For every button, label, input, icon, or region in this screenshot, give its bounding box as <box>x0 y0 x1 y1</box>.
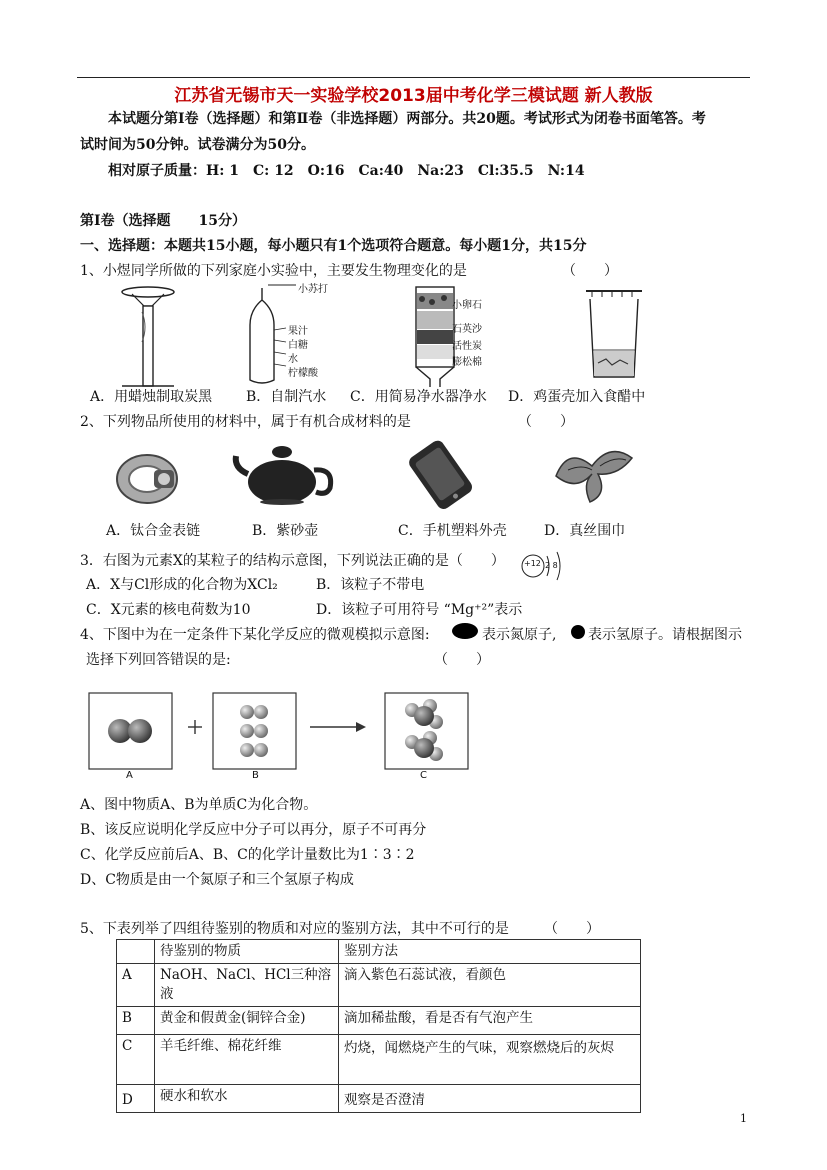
page-number: 1 <box>740 1112 747 1125</box>
beaker-eggshell-figure <box>584 285 644 385</box>
filter-label-4: 膨松棉 <box>452 357 482 368</box>
q4-stem-line-2: 选择下列回答错误的是: <box>86 652 231 668</box>
q3-option-b: B．该粒子不带电 <box>316 577 425 593</box>
q1-option-a: A．用蜡烛制取炭黑 <box>90 389 213 405</box>
q5-stem: 5、下表列举了四组待鉴别的物质和对应的鉴别方法，其中不可行的是 <box>80 921 509 937</box>
q5-bracket: （ ） <box>544 921 600 937</box>
candle-figure <box>112 282 182 392</box>
q1-option-d: D．鸡蛋壳加入食醋中 <box>508 389 646 405</box>
page-title: 江苏省无锡市天一实验学校2013届中考化学三模试题 新人教版 <box>174 86 653 106</box>
q2-option-b: B．紫砂壶 <box>252 523 319 539</box>
silk-scarf-figure <box>548 436 638 506</box>
table-row <box>117 1007 641 1035</box>
atom-shell-label: 2 8 <box>545 561 558 570</box>
table-row <box>117 964 641 1007</box>
q1-stem: 1、小煜同学所做的下列家庭小实验中，主要发生物理变化的是 <box>80 263 467 279</box>
teapot-figure <box>230 440 340 506</box>
table-row <box>117 1085 641 1113</box>
bottle-label-4: 柠檬酸 <box>288 368 318 379</box>
q2-bracket: （ ） <box>518 414 574 430</box>
identification-table <box>116 939 641 1113</box>
filter-label-2: 石英沙 <box>452 324 482 335</box>
filter-label-3: 活性炭 <box>452 341 482 352</box>
box-label-b: B <box>252 770 259 781</box>
q4-option-d: D、C物质是由一个氮原子和三个氢原子构成 <box>80 872 354 888</box>
table-cell: B <box>117 1007 155 1035</box>
q1-option-c: C．用简易净水器净水 <box>350 389 487 405</box>
table-cell: 滴入紫色石蕊试液，看颜色 <box>339 964 641 1007</box>
atom-nucleus-label: +12 <box>524 559 541 568</box>
q2-option-a: A．钛合金表链 <box>106 523 201 539</box>
table-header-cell: 待鉴别的物质 <box>155 940 339 964</box>
q2-stem: 2、下列物品所使用的材料中，属于有机合成材料的是 <box>80 414 411 430</box>
table-cell: NaOH、NaCl、HCl三种溶液 <box>155 964 339 1007</box>
table-cell: 羊毛纤维、棉花纤维 <box>155 1035 339 1085</box>
q4-stem-part-2: 表示氮原子, <box>482 627 557 643</box>
q2-option-d: D．真丝围巾 <box>544 523 626 539</box>
q1-bracket: （ ） <box>562 263 618 279</box>
table-header-cell: 鉴别方法 <box>339 940 641 964</box>
table-cell: C <box>117 1035 155 1085</box>
bottle-label-1: 果汁 <box>288 326 308 337</box>
table-header-row <box>117 940 641 964</box>
table-cell: 观察是否澄清 <box>339 1085 641 1113</box>
q3-option-c: C．X元素的核电荷数为10 <box>86 602 251 618</box>
q1-option-b: B．自制汽水 <box>246 389 327 405</box>
q3-option-a: A．X与Cl形成的化合物为XCl₂ <box>86 577 278 593</box>
table-cell: 滴加稀盐酸，看是否有气泡产生 <box>339 1007 641 1035</box>
table-cell: A <box>117 964 155 1007</box>
nitrogen-atom-icon <box>450 622 480 640</box>
intro-line-2: 试时间为50分钟。试卷满分为50分。 <box>80 137 315 153</box>
q4-option-b: B、该反应说明化学反应中分子可以再分，原子不可再分 <box>80 822 427 838</box>
table-cell: 黄金和假黄金(铜锌合金) <box>155 1007 339 1035</box>
box-label-a: A <box>126 770 133 781</box>
phone-case-figure <box>400 438 480 510</box>
q3-option-d: D．该粒子可用符号 “Mg⁺²”表示 <box>316 602 523 618</box>
q4-stem-part-1: 4、下图中为在一定条件下某化学反应的微观模拟示意图: <box>80 627 430 643</box>
bottle-label-3: 水 <box>288 354 298 365</box>
table-cell: 硬水和软水 <box>155 1085 339 1113</box>
section-heading: 第Ⅰ卷（选择题 15分） <box>80 213 247 229</box>
table-header-cell <box>117 940 155 964</box>
q4-stem-part-3: 表示氢原子。请根据图示 <box>588 627 742 643</box>
q3-stem: 3．右图为元素X的某粒子的结构示意图，下列说法正确的是（ ） <box>80 553 505 569</box>
intro-line-1: 本试题分第Ⅰ卷（选择题）和第Ⅱ卷（非选择题）两部分。共20题。考试形式为闭卷书面笔答。考 <box>108 111 706 127</box>
table-cell: 灼烧，闻燃烧产生的气味，观察燃烧后的灰烬 <box>339 1035 641 1085</box>
atomic-mass-line: 相对原子质量：H: 1 C: 12 O:16 Ca:40 Na:23 Cl:35.5 N:14 <box>108 163 585 179</box>
section-instruction: 一、选择题：本题共15小题，每小题只有1个选项符合题意。每小题1分，共15分 <box>80 238 587 254</box>
bottle-label-top: 小苏打 <box>298 284 328 295</box>
header-rule <box>77 77 750 78</box>
q4-option-c: C、化学反应前后A、B、C的化学计量数比为1∶3∶2 <box>80 847 415 863</box>
q4-option-a: A、图中物质A、B为单质C为化合物。 <box>80 797 318 813</box>
hydrogen-atom-icon <box>570 624 586 640</box>
table-row <box>117 1035 641 1085</box>
table-cell: D <box>117 1085 155 1113</box>
q2-option-c: C．手机塑料外壳 <box>398 523 507 539</box>
watch-band-figure <box>112 448 182 510</box>
box-label-c: C <box>420 770 427 781</box>
filter-label-1: 小卵石 <box>452 300 482 311</box>
q4-bracket: （ ） <box>434 652 490 668</box>
bottle-label-2: 白糖 <box>288 340 308 351</box>
